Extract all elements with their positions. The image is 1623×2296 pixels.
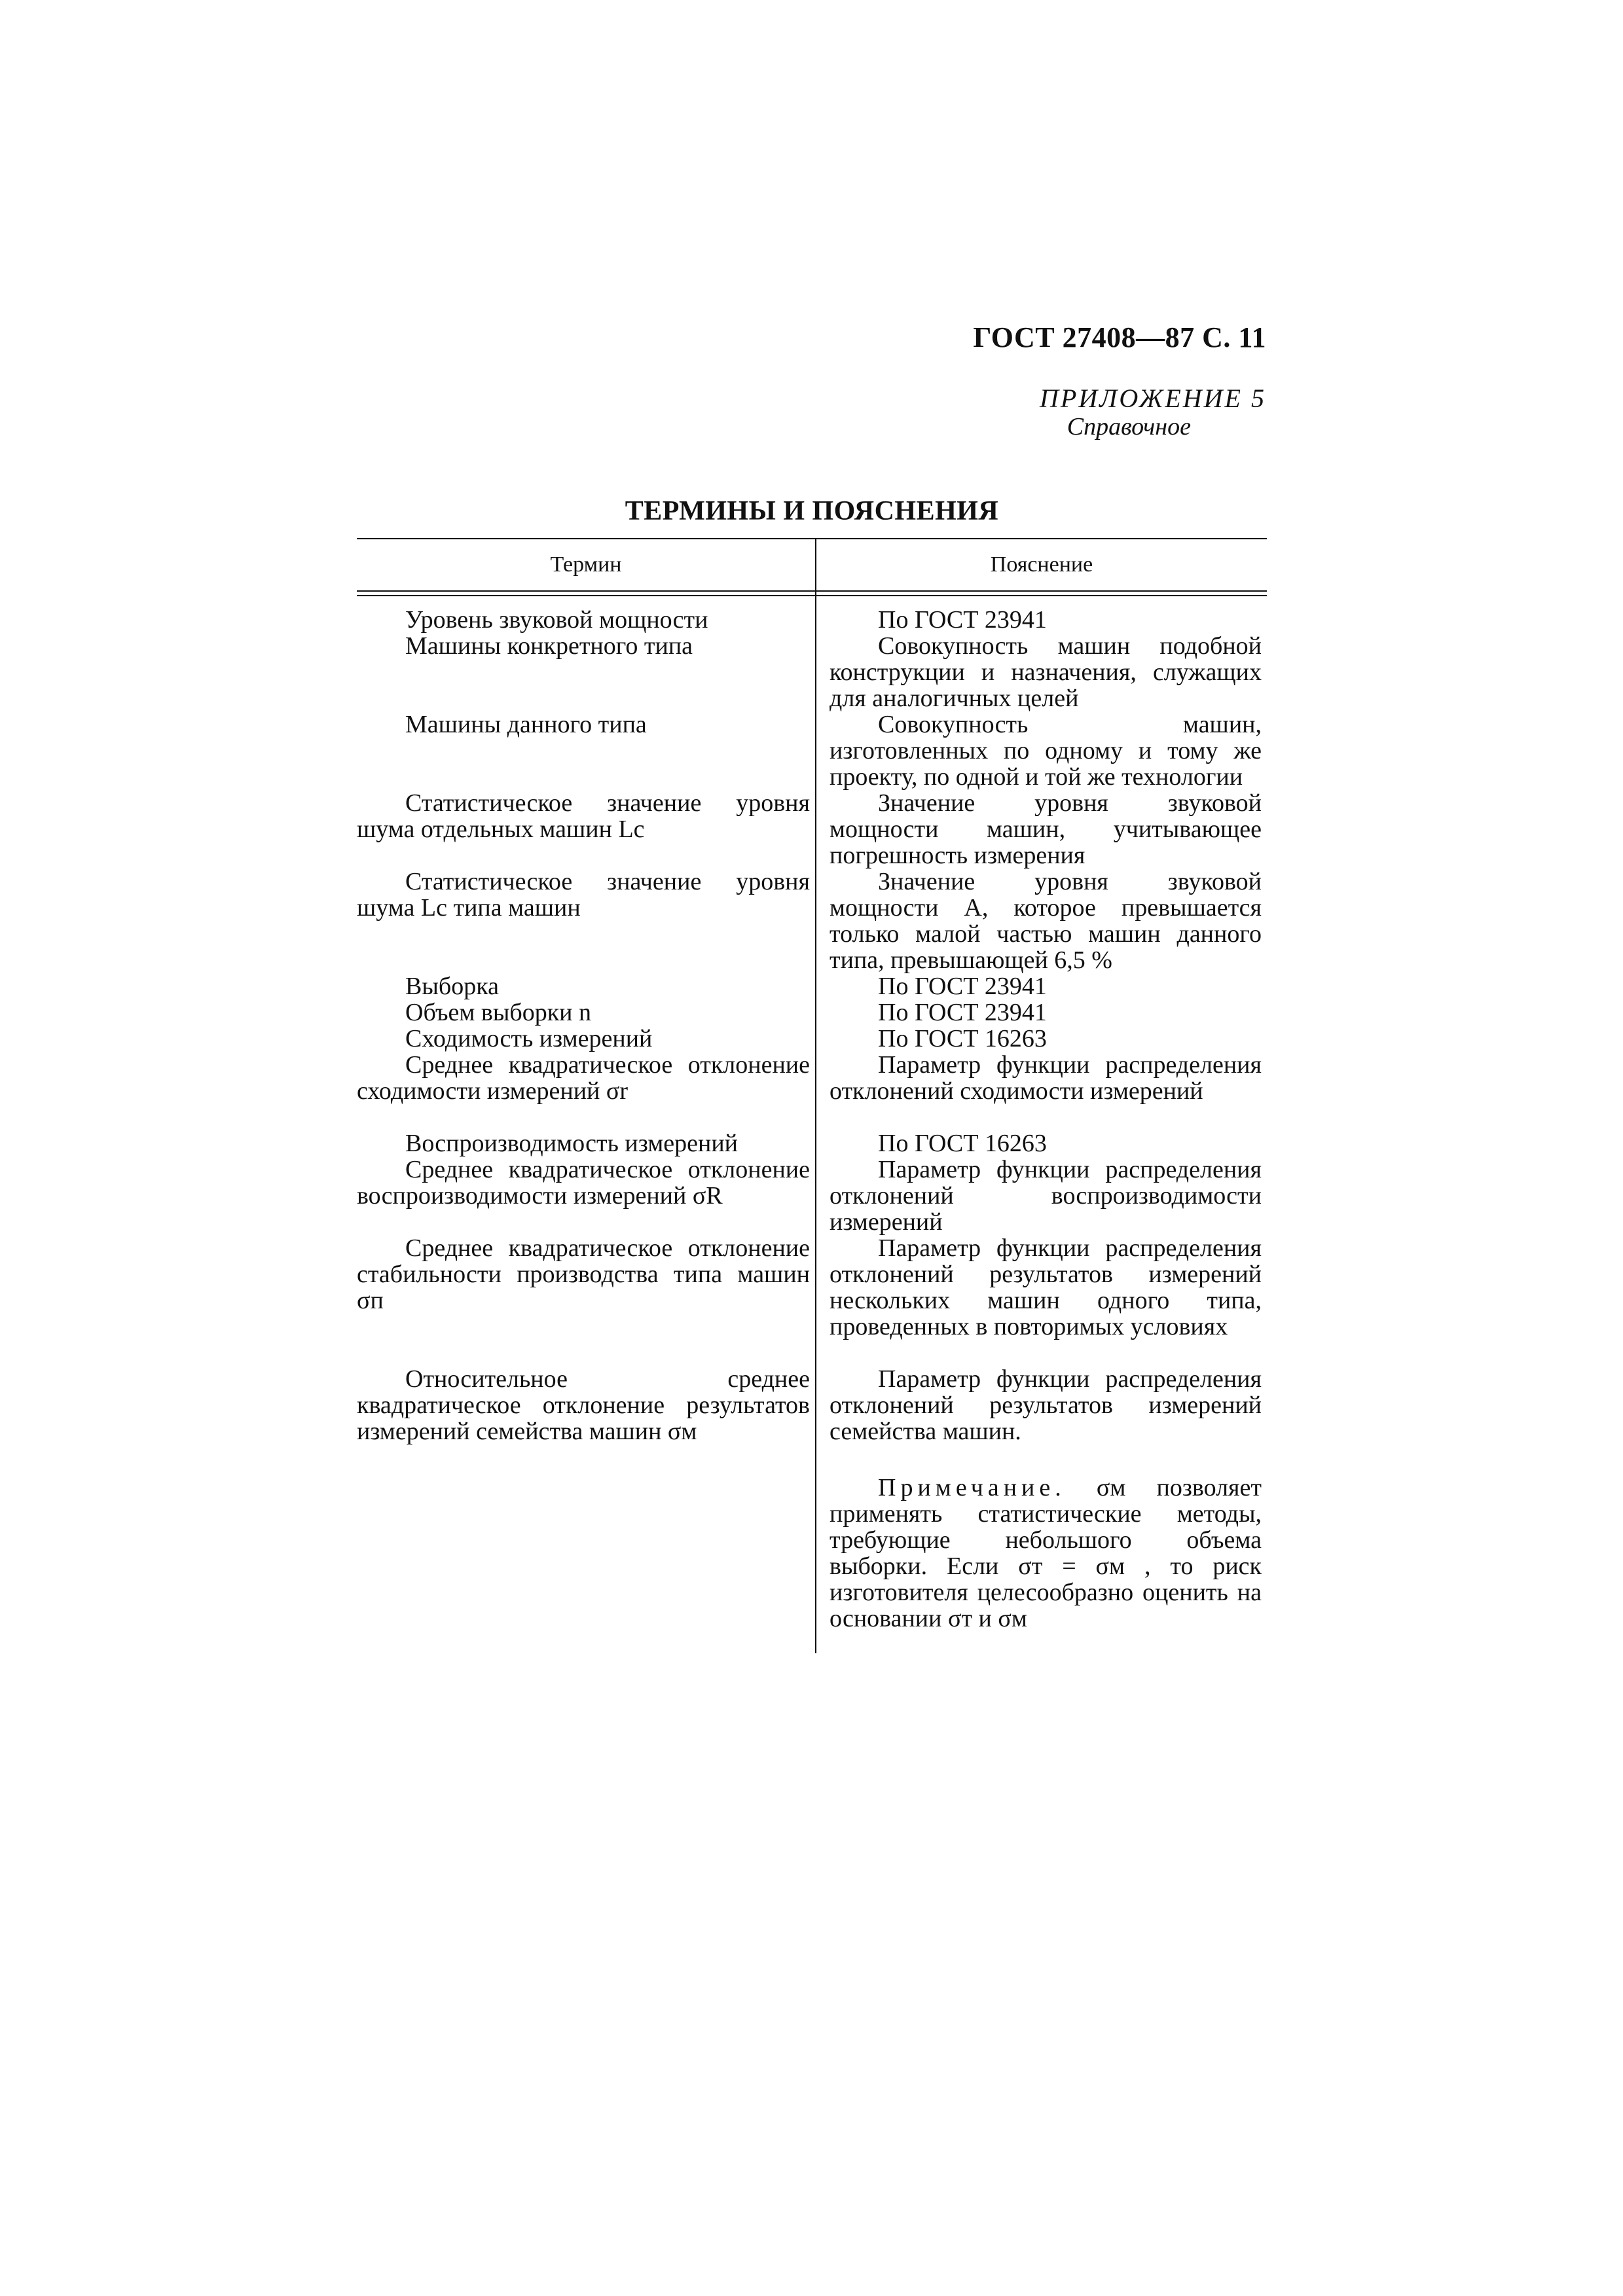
term-cell: Машины данного типа [405,711,647,738]
term-cell: Среднее квадратическое отклонение воспроизводимости измерений σR [357,1156,810,1210]
page-header: ГОСТ 27408—87 С. 11 [973,321,1266,353]
note-cell [815,1475,1267,1632]
term-cell: Сходимость измерений [405,1025,653,1052]
term-cell: Статистическое значение уровня шума отдельных машин Lс [357,789,810,843]
appendix-label: ПРИЛОЖЕНИЕ 5 [1040,384,1266,413]
table-row [357,1026,1267,1052]
term-cell: Среднее квадратическое отклонение сходимости измерений σr [357,1051,810,1105]
explanation-cell: По ГОСТ 23941 [878,606,1047,634]
term-cell: Относительное среднее квадратическое отклонение результатов измерений семейства машин σм [357,1365,810,1445]
explanation-cell: По ГОСТ 16263 [878,1130,1047,1157]
explanation-cell: Совокупность машин подобной конструкции и назначения, служащих для аналогичных целей [830,632,1262,712]
explanation-cell: Параметр функции распределения отклонений результатов измерений семейства машин. [830,1365,1262,1445]
term-cell: Статистическое значение уровня шума Lс типа машин [357,868,810,922]
table-row [357,1235,1267,1366]
note-text: σм позволяет применять статистические методы, требующие небольшого объема выборки. Если σт = σм , то риск изготовителя целесообразно оценить на основании σт и σм [830,1474,1262,1632]
header-double-rule [357,590,1267,596]
table-body [357,607,1267,1632]
explanation-cell: По ГОСТ 23941 [878,973,1047,1000]
empty-term-cell [357,1471,815,1632]
column-header-term: Термин [550,552,622,577]
table-row [357,999,1267,1026]
table-row [357,973,1267,999]
explanation-cell: Параметр функции распределения отклонений результатов измерений нескольких машин одного типа, проведенных в повторимых условиях [830,1234,1262,1340]
table-row [357,1052,1267,1130]
reference-label: Справочное [1067,413,1191,440]
explanation-cell: Значение уровня звуковой мощности машин, учитывающее погрешность измерения [830,789,1262,869]
explanation-cell: Совокупность машин, изготовленных по одному и тому же проекту, по одной и той же технологии [830,711,1262,791]
table-top-rule [357,538,1267,539]
table-row [357,1130,1267,1157]
document-title: ТЕРМИНЫ И ПОЯСНЕНИЯ [625,496,999,526]
explanation-cell: Параметр функции распределения отклонений сходимости измерений [830,1051,1262,1105]
term-cell: Выборка [405,973,499,1000]
table-row [357,869,1267,973]
note-row [357,1471,1267,1632]
explanation-cell: По ГОСТ 23941 [878,999,1047,1026]
term-cell: Воспроизводимость измерений [405,1130,738,1157]
table-row [357,790,1267,869]
note-label: Примечание. [878,1474,1066,1501]
explanation-cell: По ГОСТ 16263 [878,1025,1047,1052]
column-header-explanation: Пояснение [990,552,1093,577]
term-cell: Объем выборки n [405,999,591,1026]
term-cell: Уровень звуковой мощности [405,606,708,634]
table-row [357,607,1267,633]
explanation-cell: Значение уровня звуковой мощности А, которое превышается только малой частью машин данного типа, превышающей 6,5 % [830,868,1262,974]
term-cell: Машины конкретного типа [405,632,693,660]
table-row [357,1157,1267,1235]
table-row [357,633,1267,711]
table-row [357,1366,1267,1471]
table-row [357,711,1267,790]
term-cell: Среднее квадратическое отклонение стабильности производства типа машин σп [357,1234,810,1314]
explanation-cell: Параметр функции распределения отклонений воспроизводимости измерений [830,1156,1262,1236]
